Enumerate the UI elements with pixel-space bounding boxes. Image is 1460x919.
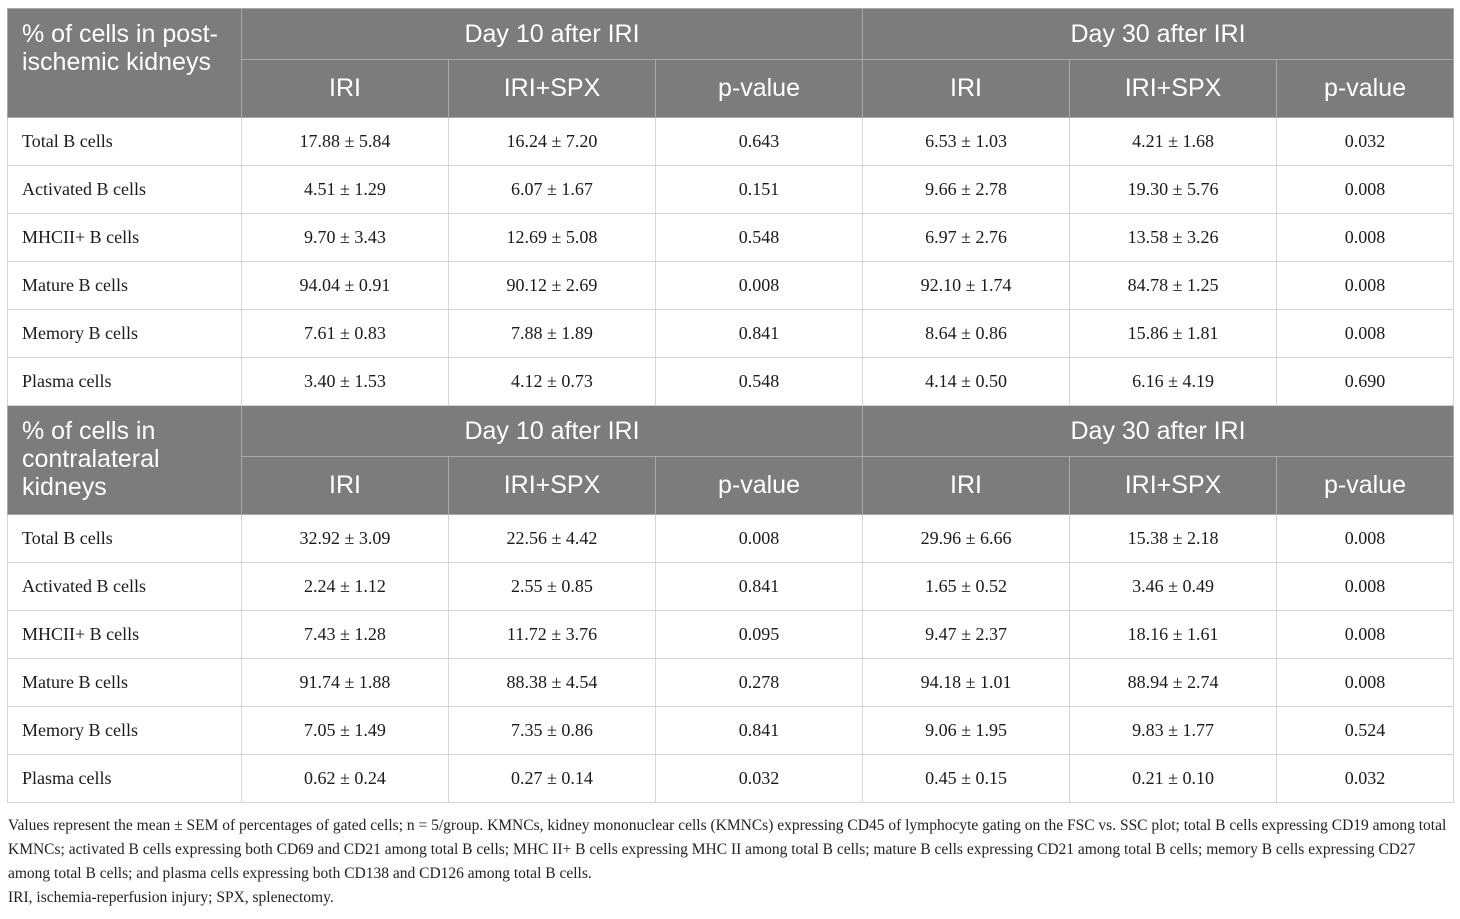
- group-header-day30: Day 30 after IRI: [863, 9, 1454, 60]
- table-row: [8, 755, 1454, 803]
- cell-p-value: 0.008: [1277, 166, 1454, 214]
- table-row: [8, 118, 1454, 166]
- cell-value: 12.69 ± 5.08: [449, 214, 656, 262]
- cell-value: 9.66 ± 2.78: [863, 166, 1070, 214]
- cell-value: 0.21 ± 0.10: [1070, 755, 1277, 803]
- subheader-iri: IRI: [863, 60, 1070, 118]
- row-label: MHCII+ B cells: [8, 611, 242, 659]
- cell-value: 7.88 ± 1.89: [449, 310, 656, 358]
- cell-value: 9.06 ± 1.95: [863, 707, 1070, 755]
- cell-value: 90.12 ± 2.69: [449, 262, 656, 310]
- row-label: Plasma cells: [8, 358, 242, 406]
- cell-value: 4.21 ± 1.68: [1070, 118, 1277, 166]
- cell-p-value: 0.841: [656, 563, 863, 611]
- cell-value: 7.61 ± 0.83: [242, 310, 449, 358]
- cell-p-value: 0.008: [656, 262, 863, 310]
- cell-p-value: 0.151: [656, 166, 863, 214]
- cell-value: 4.14 ± 0.50: [863, 358, 1070, 406]
- cell-value: 9.47 ± 2.37: [863, 611, 1070, 659]
- row-label: Mature B cells: [8, 262, 242, 310]
- cell-value: 6.97 ± 2.76: [863, 214, 1070, 262]
- cell-p-value: 0.524: [1277, 707, 1454, 755]
- subheader-p-value: p-value: [656, 457, 863, 515]
- cell-value: 1.65 ± 0.52: [863, 563, 1070, 611]
- header-row-groups: [8, 406, 1454, 457]
- cell-value: 88.94 ± 2.74: [1070, 659, 1277, 707]
- cell-value: 18.16 ± 1.61: [1070, 611, 1277, 659]
- cell-value: 6.53 ± 1.03: [863, 118, 1070, 166]
- table-row: [8, 515, 1454, 563]
- cell-value: 0.45 ± 0.15: [863, 755, 1070, 803]
- cell-p-value: 0.841: [656, 310, 863, 358]
- subheader-iri: IRI: [863, 457, 1070, 515]
- subheader-iri-spx: IRI+SPX: [449, 60, 656, 118]
- cell-value: 6.16 ± 4.19: [1070, 358, 1277, 406]
- table-row: [8, 358, 1454, 406]
- cell-p-value: 0.008: [1277, 563, 1454, 611]
- cell-value: 92.10 ± 1.74: [863, 262, 1070, 310]
- cell-value: 15.38 ± 2.18: [1070, 515, 1277, 563]
- cell-p-value: 0.032: [1277, 755, 1454, 803]
- cell-value: 17.88 ± 5.84: [242, 118, 449, 166]
- cell-value: 11.72 ± 3.76: [449, 611, 656, 659]
- row-label: Activated B cells: [8, 563, 242, 611]
- table-row: [8, 563, 1454, 611]
- cell-p-value: 0.008: [1277, 214, 1454, 262]
- table-row: [8, 262, 1454, 310]
- row-label: MHCII+ B cells: [8, 214, 242, 262]
- subheader-p-value: p-value: [1277, 60, 1454, 118]
- cell-value: 15.86 ± 1.81: [1070, 310, 1277, 358]
- cell-value: 4.12 ± 0.73: [449, 358, 656, 406]
- cell-p-value: 0.008: [1277, 262, 1454, 310]
- table-row: [8, 659, 1454, 707]
- subheader-iri-spx: IRI+SPX: [449, 457, 656, 515]
- row-label: Mature B cells: [8, 659, 242, 707]
- cell-value: 7.35 ± 0.86: [449, 707, 656, 755]
- row-label: Activated B cells: [8, 166, 242, 214]
- table-row: [8, 214, 1454, 262]
- cell-value: 88.38 ± 4.54: [449, 659, 656, 707]
- cell-p-value: 0.095: [656, 611, 863, 659]
- cell-value: 0.62 ± 0.24: [242, 755, 449, 803]
- cell-value: 2.24 ± 1.12: [242, 563, 449, 611]
- cell-value: 2.55 ± 0.85: [449, 563, 656, 611]
- cell-value: 7.43 ± 1.28: [242, 611, 449, 659]
- group-header-day10: Day 10 after IRI: [242, 9, 863, 60]
- cell-value: 7.05 ± 1.49: [242, 707, 449, 755]
- cell-value: 94.04 ± 0.91: [242, 262, 449, 310]
- cell-p-value: 0.008: [1277, 659, 1454, 707]
- cell-p-value: 0.643: [656, 118, 863, 166]
- cell-p-value: 0.548: [656, 358, 863, 406]
- b-cell-table: [7, 8, 1454, 803]
- subheader-iri-spx: IRI+SPX: [1070, 457, 1277, 515]
- row-label: Memory B cells: [8, 707, 242, 755]
- row-label: Memory B cells: [8, 310, 242, 358]
- row-label: Total B cells: [8, 118, 242, 166]
- table-container: [7, 8, 1453, 803]
- table-footnote: [8, 814, 1454, 910]
- footnote-values-note: Values represent the mean ± SEM of percentages of gated cells; n = 5/group. KMNCs, kidney mononuclear cells (KMNCs) expressing CD45 of lymphocyte gating on the FSC vs. SSC plot; total B cells expressing CD19 among total KMNCs; activated B cells expressing both CD69 and CD21 among total B cells; MHC II+ B cells expressing MHC II among total B cells; mature B cells expressing CD21 among total B cells; memory B cells expressing CD27 among total B cells; and plasma cells expressing both CD138 and CD126 among total B cells.: [8, 817, 1447, 882]
- cell-p-value: 0.690: [1277, 358, 1454, 406]
- cell-value: 3.40 ± 1.53: [242, 358, 449, 406]
- cell-value: 32.92 ± 3.09: [242, 515, 449, 563]
- cell-value: 9.83 ± 1.77: [1070, 707, 1277, 755]
- cell-p-value: 0.841: [656, 707, 863, 755]
- cell-value: 94.18 ± 1.01: [863, 659, 1070, 707]
- table-row: [8, 707, 1454, 755]
- header-row-groups: [8, 9, 1454, 60]
- table-row: [8, 166, 1454, 214]
- cell-p-value: 0.032: [1277, 118, 1454, 166]
- cell-value: 19.30 ± 5.76: [1070, 166, 1277, 214]
- cell-p-value: 0.278: [656, 659, 863, 707]
- cell-value: 8.64 ± 0.86: [863, 310, 1070, 358]
- group-header-day30: Day 30 after IRI: [863, 406, 1454, 457]
- table-row: [8, 611, 1454, 659]
- table-row: [8, 310, 1454, 358]
- cell-p-value: 0.008: [1277, 611, 1454, 659]
- cell-value: 9.70 ± 3.43: [242, 214, 449, 262]
- cell-p-value: 0.032: [656, 755, 863, 803]
- section-contralateral: [8, 406, 1454, 803]
- cell-value: 29.96 ± 6.66: [863, 515, 1070, 563]
- cell-value: 13.58 ± 3.26: [1070, 214, 1277, 262]
- cell-value: 6.07 ± 1.67: [449, 166, 656, 214]
- subheader-iri: IRI: [242, 457, 449, 515]
- cell-value: 3.46 ± 0.49: [1070, 563, 1277, 611]
- subheader-iri-spx: IRI+SPX: [1070, 60, 1277, 118]
- cell-p-value: 0.008: [1277, 515, 1454, 563]
- subheader-p-value: p-value: [656, 60, 863, 118]
- row-label: Total B cells: [8, 515, 242, 563]
- section-post-ischemic: [8, 9, 1454, 406]
- cell-value: 84.78 ± 1.25: [1070, 262, 1277, 310]
- cell-p-value: 0.008: [1277, 310, 1454, 358]
- subheader-iri: IRI: [242, 60, 449, 118]
- corner-header: % of cells in contralateral kidneys: [8, 406, 242, 515]
- cell-value: 22.56 ± 4.42: [449, 515, 656, 563]
- cell-p-value: 0.548: [656, 214, 863, 262]
- cell-p-value: 0.008: [656, 515, 863, 563]
- cell-value: 16.24 ± 7.20: [449, 118, 656, 166]
- cell-value: 0.27 ± 0.14: [449, 755, 656, 803]
- footnote-abbreviations: IRI, ischemia-reperfusion injury; SPX, splenectomy.: [8, 889, 334, 906]
- group-header-day10: Day 10 after IRI: [242, 406, 863, 457]
- cell-value: 4.51 ± 1.29: [242, 166, 449, 214]
- corner-header: % of cells in post-ischemic kidneys: [8, 9, 242, 118]
- row-label: Plasma cells: [8, 755, 242, 803]
- cell-value: 91.74 ± 1.88: [242, 659, 449, 707]
- subheader-p-value: p-value: [1277, 457, 1454, 515]
